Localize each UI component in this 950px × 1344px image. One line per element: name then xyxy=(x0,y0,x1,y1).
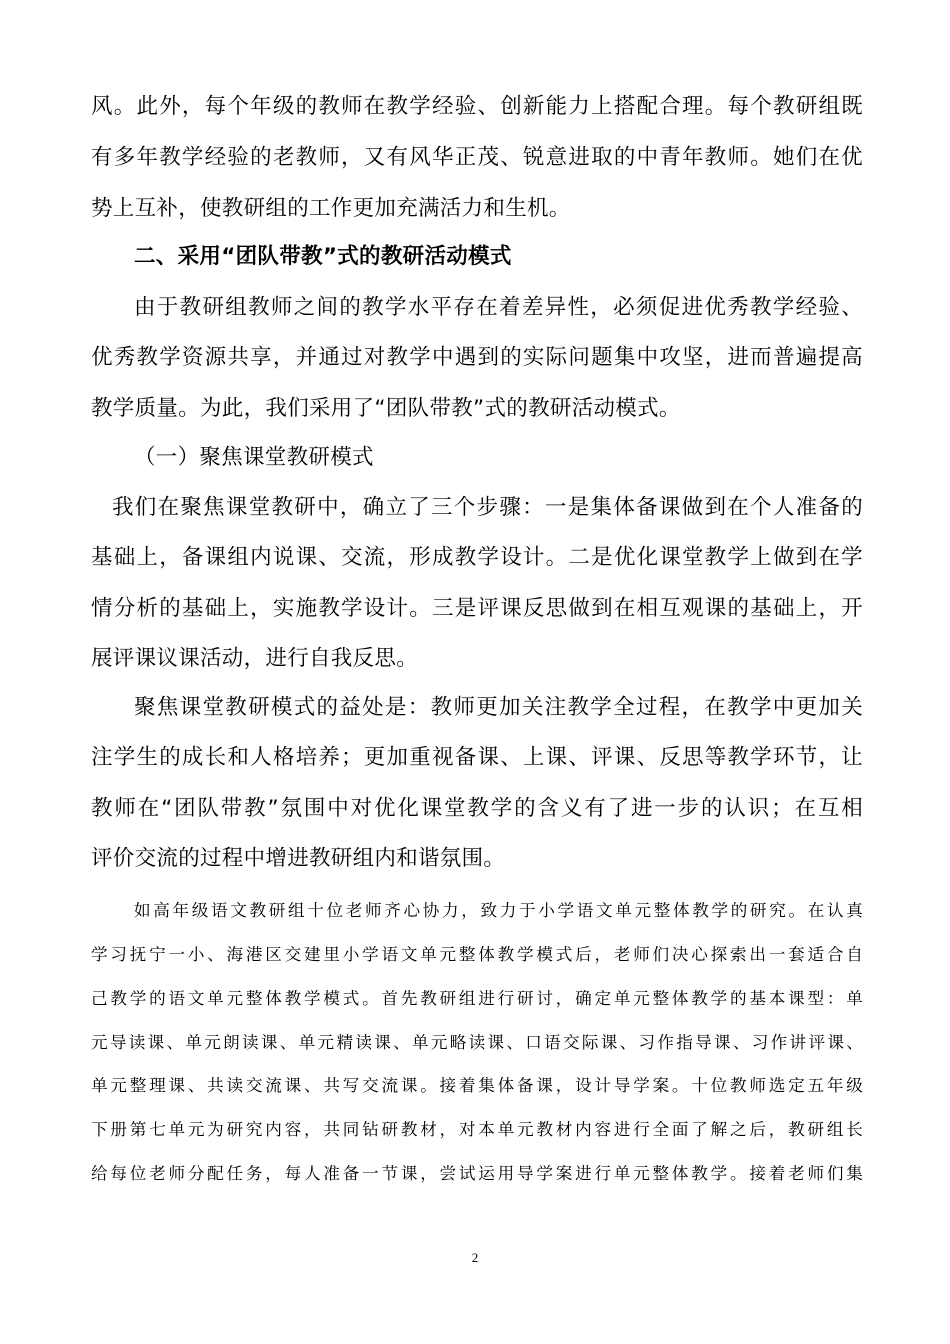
body-text-line: 由于教研组教师之间的教学水平存在着差异性，必须促进优秀教学经验、 xyxy=(134,295,863,320)
body-text-line: 有多年教学经验的老教师，又有风华正茂、锐意进取的中青年教师。她们在优 xyxy=(91,145,863,170)
body-text-line: 下册第七单元为研究内容，共同钻研教材，对本单元教材内容进行全面了解之后，教研组长 xyxy=(91,1120,863,1139)
page-number: 2 xyxy=(471,1250,479,1265)
body-text-line: 基础上，备课组内说课、交流，形成教学设计。二是优化课堂教学上做到在学 xyxy=(91,545,863,570)
body-text-line: 如高年级语文教研组十位老师齐心协力，致力于小学语文单元整体教学的研究。在认真 xyxy=(134,901,863,920)
body-text-line: 聚焦课堂教研模式的益处是：教师更加关注教学全过程，在教学中更加关 xyxy=(134,695,863,720)
body-text-line: 势上互补，使教研组的工作更加充满活力和生机。 xyxy=(91,196,571,221)
body-text-line: 注学生的成长和人格培养；更加重视备课、上课、评课、反思等教学环节，让 xyxy=(91,745,863,770)
body-text-line: 学习抚宁一小、海港区交建里小学语文单元整体教学模式后，老师们决心探索出一套适合自 xyxy=(91,945,863,964)
section-heading: 二、采用“团队带教”式的教研活动模式 xyxy=(134,244,512,269)
subsection-heading: （一）聚焦课堂教研模式 xyxy=(134,445,374,470)
body-text-line: 展评课议课活动，进行自我反思。 xyxy=(91,646,419,671)
body-text-line: 教学质量。为此，我们采用了“团队带教”式的教研活动模式。 xyxy=(91,396,681,421)
body-text-line: 教师在“团队带教”氛围中对优化课堂教学的含义有了进一步的认识；在互相 xyxy=(91,796,863,821)
body-text-line: 我们在聚焦课堂教研中，确立了三个步骤：一是集体备课做到在个人准备的 xyxy=(112,495,863,520)
body-text-line: 己教学的语文单元整体教学模式。首先教研组进行研讨，确定单元整体教学的基本课型：单 xyxy=(91,989,863,1008)
body-text-line: 情分析的基础上，实施教学设计。三是评课反思做到在相互观课的基础上，开 xyxy=(91,596,863,621)
body-text-line: 优秀教学资源共享，并通过对教学中遇到的实际问题集中攻坚，进而普遍提高 xyxy=(91,345,863,370)
body-text-line: 单元整理课、共读交流课、共写交流课。接着集体备课，设计导学案。十位教师选定五年级 xyxy=(91,1076,863,1095)
body-text-line: 评价交流的过程中增进教研组内和谐氛围。 xyxy=(91,846,506,871)
body-text-line: 风。此外，每个年级的教师在教学经验、创新能力上搭配合理。每个教研组既 xyxy=(91,94,863,119)
body-text-line: 元导读课、单元朗读课、单元精读课、单元略读课、口语交际课、习作指导课、习作讲评课、 xyxy=(91,1033,863,1052)
body-text-line: 给每位老师分配任务，每人准备一节课，尝试运用导学案进行单元整体教学。接着老师们集 xyxy=(91,1164,863,1183)
